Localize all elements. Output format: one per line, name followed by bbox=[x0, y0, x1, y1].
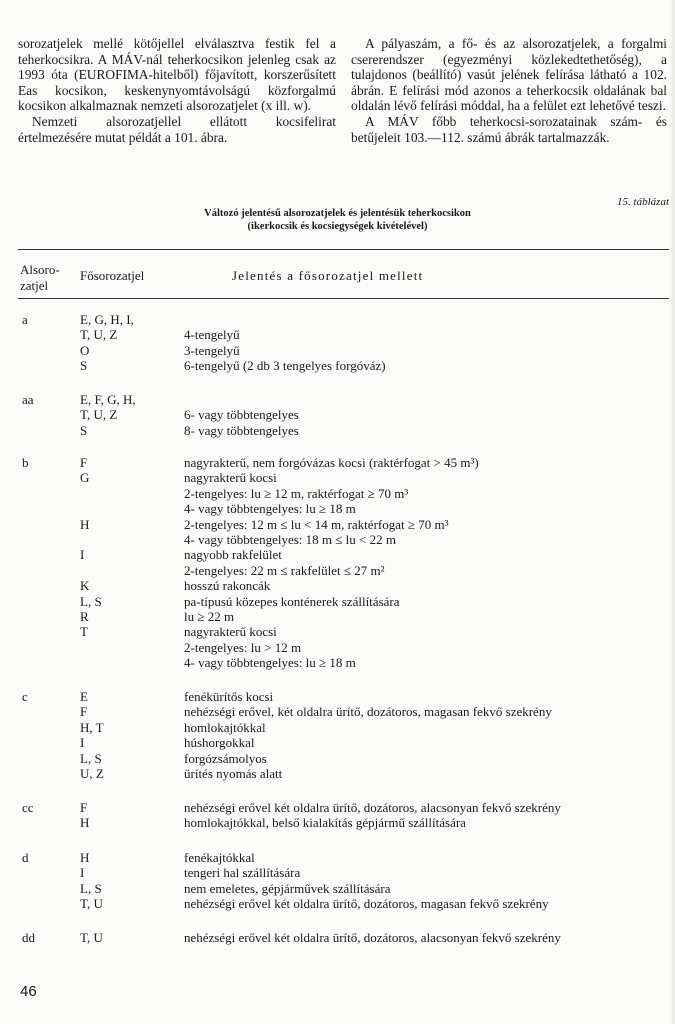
main-series-entry: S bbox=[80, 422, 88, 438]
main-series-entry bbox=[80, 486, 102, 501]
main-series-entry: E, G, H, I, bbox=[80, 312, 134, 327]
main-series-list bbox=[80, 689, 104, 781]
meaning-entry: nehézségi erővel, két oldalra ürítő, dozátoros, magasan fekvő szekrény bbox=[184, 704, 552, 720]
main-series-entry: H bbox=[80, 516, 90, 532]
meaning-entry: homlokajtókkal, belső kialakítás gépjármű szállítására bbox=[184, 815, 466, 831]
main-series-entry: S bbox=[80, 358, 88, 374]
main-series-list bbox=[80, 312, 134, 374]
meaning-entry bbox=[184, 312, 386, 327]
meaning-entry: 2-tengelyes: 22 m ≤ rakfelület ≤ 27 m² bbox=[184, 562, 385, 578]
table-top-rule bbox=[18, 249, 675, 250]
main-series-entry: E, F, G, H, bbox=[80, 392, 136, 407]
main-series-entry: H bbox=[80, 850, 90, 865]
meaning-entry: nem emeletes, gépjárművek szállítására bbox=[184, 880, 391, 896]
table-title bbox=[0, 207, 675, 233]
meaning-entry: forgózsámolyos bbox=[184, 750, 267, 766]
subseries-code: dd bbox=[22, 930, 35, 945]
main-series-entry: H, T bbox=[80, 719, 104, 735]
main-series-entry: F bbox=[80, 704, 88, 720]
meaning-entry: nagyrakterű, nem forgóvázas kocsi (raktérfogat > 45 m³) bbox=[184, 455, 479, 470]
main-series-entry: T, U bbox=[80, 930, 103, 945]
main-series-list bbox=[80, 455, 102, 670]
table-title-line-2: (ikerkocsik és kocsiegységek kivételével) bbox=[247, 221, 428, 232]
main-series-entry bbox=[80, 563, 102, 578]
table-number: 15. táblázat bbox=[617, 196, 669, 208]
meaning-entry: nehézségi erővel két oldalra ürítő, dozátoros, alacsonyan fekvő szekrény bbox=[184, 800, 561, 815]
meaning-entry: pa-típusú közepes konténerek szállítására bbox=[184, 593, 400, 609]
page-edge-shadow bbox=[669, 0, 675, 1024]
meaning-list bbox=[184, 930, 561, 945]
meaning-entry: ürítés nyomás alatt bbox=[184, 765, 283, 781]
main-series-entry: F bbox=[80, 455, 88, 470]
main-series-entry: T, U, Z bbox=[80, 327, 118, 343]
main-series-entry: K bbox=[80, 578, 90, 594]
main-series-entry: L, S bbox=[80, 880, 102, 896]
main-series-entry bbox=[80, 640, 102, 655]
meaning-entry: 6-tengelyű (2 db 3 tengelyes forgóváz) bbox=[184, 358, 386, 374]
main-series-entry: T, U bbox=[80, 896, 103, 912]
header-subseries bbox=[20, 262, 75, 294]
main-series-entry: O bbox=[80, 342, 90, 358]
meaning-entry: nagyrakterű kocsi bbox=[184, 624, 277, 640]
meaning-entry: nagyobb rakfelület bbox=[184, 547, 282, 563]
meaning-entry: fenékajtókkal bbox=[184, 850, 255, 865]
meaning-entry: homlokajtókkal bbox=[184, 719, 266, 735]
intro-left-column bbox=[18, 36, 336, 145]
meaning-list bbox=[184, 689, 552, 781]
meaning-entry: 2-tengelyes: lu ≥ 12 m, raktérfogat ≥ 70 m³ bbox=[184, 485, 409, 501]
main-series-entry: I bbox=[80, 865, 85, 881]
main-series-entry: R bbox=[80, 608, 89, 624]
meaning-entry bbox=[184, 392, 299, 407]
meaning-entry: nehézségi erővel két oldalra ürítő, dozátoros, alacsonyan fekvő szekrény bbox=[184, 930, 561, 945]
intro-right-para-1: A pályaszám, a fő- és az alsorozatjelek, a forgalmi csererendszer (egyezményi közlekedtethetőség), a tulajdonos (beállító) vasút jelének felírása látható a 102. ábrán. E felírási mód azonos a teherkocsik oldalának bal oldalán lévő felírási móddal, ha a felület ezt lehetővé teszi. bbox=[351, 36, 667, 114]
meaning-list bbox=[184, 455, 479, 670]
main-series-entry: G bbox=[80, 470, 90, 486]
main-series-entry: I bbox=[80, 735, 85, 751]
meaning-entry: húshorgokkal bbox=[184, 735, 255, 751]
main-series-entry: F bbox=[80, 800, 88, 815]
main-series-list bbox=[80, 850, 103, 912]
subseries-code: b bbox=[22, 455, 29, 470]
meaning-entry: fenékürítős kocsi bbox=[184, 689, 274, 704]
meaning-entry: 4- vagy többtengelyes: lu ≥ 18 m bbox=[184, 655, 356, 671]
meaning-entry: nagyrakterű kocsi bbox=[184, 470, 277, 486]
subseries-code: cc bbox=[22, 800, 34, 815]
main-series-entry: T, U, Z bbox=[80, 407, 118, 423]
main-series-entry bbox=[80, 532, 102, 547]
intro-left-para-1: sorozatjelek mellé kötőjellel elválasztva festik fel a teherkocsikra. A MÁV-nál teherkocsikon jelenleg csak az 1993 óta (EUROFIMA-hitelből) főjavított, korszerűsített Eas kocsikon, keskenynyomtávolságú közforgalmú kocsikon alkalmaznak nemzeti alsorozatjelet (x ill. w). bbox=[18, 36, 336, 114]
meaning-entry: 2-tengelyes: lu > 12 m bbox=[184, 639, 302, 655]
intro-left-para-2: Nemzeti alsorozatjellel ellátott kocsifelirat értelmezésére mutat példát a 101. ábra. bbox=[18, 113, 336, 145]
main-series-entry: E bbox=[80, 689, 88, 704]
meaning-list bbox=[184, 800, 561, 831]
table-header-rule bbox=[18, 298, 675, 299]
subseries-code: a bbox=[22, 312, 28, 327]
main-series-entry: I bbox=[80, 547, 85, 563]
meaning-list bbox=[184, 850, 549, 912]
header-meaning: Jelentés a fősorozatjel mellett bbox=[232, 268, 424, 283]
page-number: 46 bbox=[20, 983, 37, 1000]
main-series-list bbox=[80, 392, 136, 438]
meaning-entry: 4-tengelyű bbox=[184, 327, 240, 343]
meaning-entry: 8- vagy többtengelyes bbox=[184, 422, 299, 438]
header-subseries-line-2: zatjel bbox=[20, 278, 49, 293]
main-series-entry: H bbox=[80, 815, 90, 831]
main-series-entry: T bbox=[80, 624, 88, 640]
intro-right-column bbox=[351, 36, 667, 145]
meaning-entry: 6- vagy többtengelyes bbox=[184, 407, 299, 423]
table-title-line-1: Változó jelentésű alsorozatjelek és jelentésük teherkocsikon bbox=[204, 208, 471, 219]
main-series-entry: L, S bbox=[80, 750, 102, 766]
meaning-entry: hosszú rakoncák bbox=[184, 578, 271, 594]
meaning-entry: lu ≥ 22 m bbox=[184, 608, 235, 624]
subseries-code: aa bbox=[22, 392, 34, 407]
main-series-entry: L, S bbox=[80, 593, 102, 609]
meaning-entry: 4- vagy többtengelyes: 18 m ≤ lu < 22 m bbox=[184, 531, 396, 547]
header-main-series: Fősorozatjel bbox=[80, 268, 145, 283]
meaning-entry: nehézségi erővel két oldalra ürítő, dozátoros, magasan fekvő szekrény bbox=[184, 896, 549, 912]
intro-right-para-2: A MÁV főbb teherkocsi-sorozatainak szám- és betűjeleit 103.—112. számú ábrák tartalmazzák. bbox=[351, 113, 667, 145]
meaning-list bbox=[184, 312, 386, 374]
subseries-code: c bbox=[22, 689, 28, 704]
meaning-entry: 2-tengelyes: 12 m ≤ lu < 14 m, raktérfogat ≥ 70 m³ bbox=[184, 516, 449, 532]
main-series-list bbox=[80, 800, 89, 831]
main-series-list bbox=[80, 930, 103, 945]
header-subseries-line-1: Alsoro- bbox=[20, 262, 60, 277]
meaning-entry: 4- vagy többtengelyes: lu ≥ 18 m bbox=[184, 501, 356, 517]
subseries-code: d bbox=[22, 850, 29, 865]
meaning-entry: tengeri hal szállítására bbox=[184, 865, 301, 881]
main-series-entry: U, Z bbox=[80, 765, 104, 781]
meaning-list bbox=[184, 392, 299, 438]
meaning-entry: 3-tengelyű bbox=[184, 342, 240, 358]
main-series-entry bbox=[80, 501, 102, 516]
main-series-entry bbox=[80, 655, 102, 670]
